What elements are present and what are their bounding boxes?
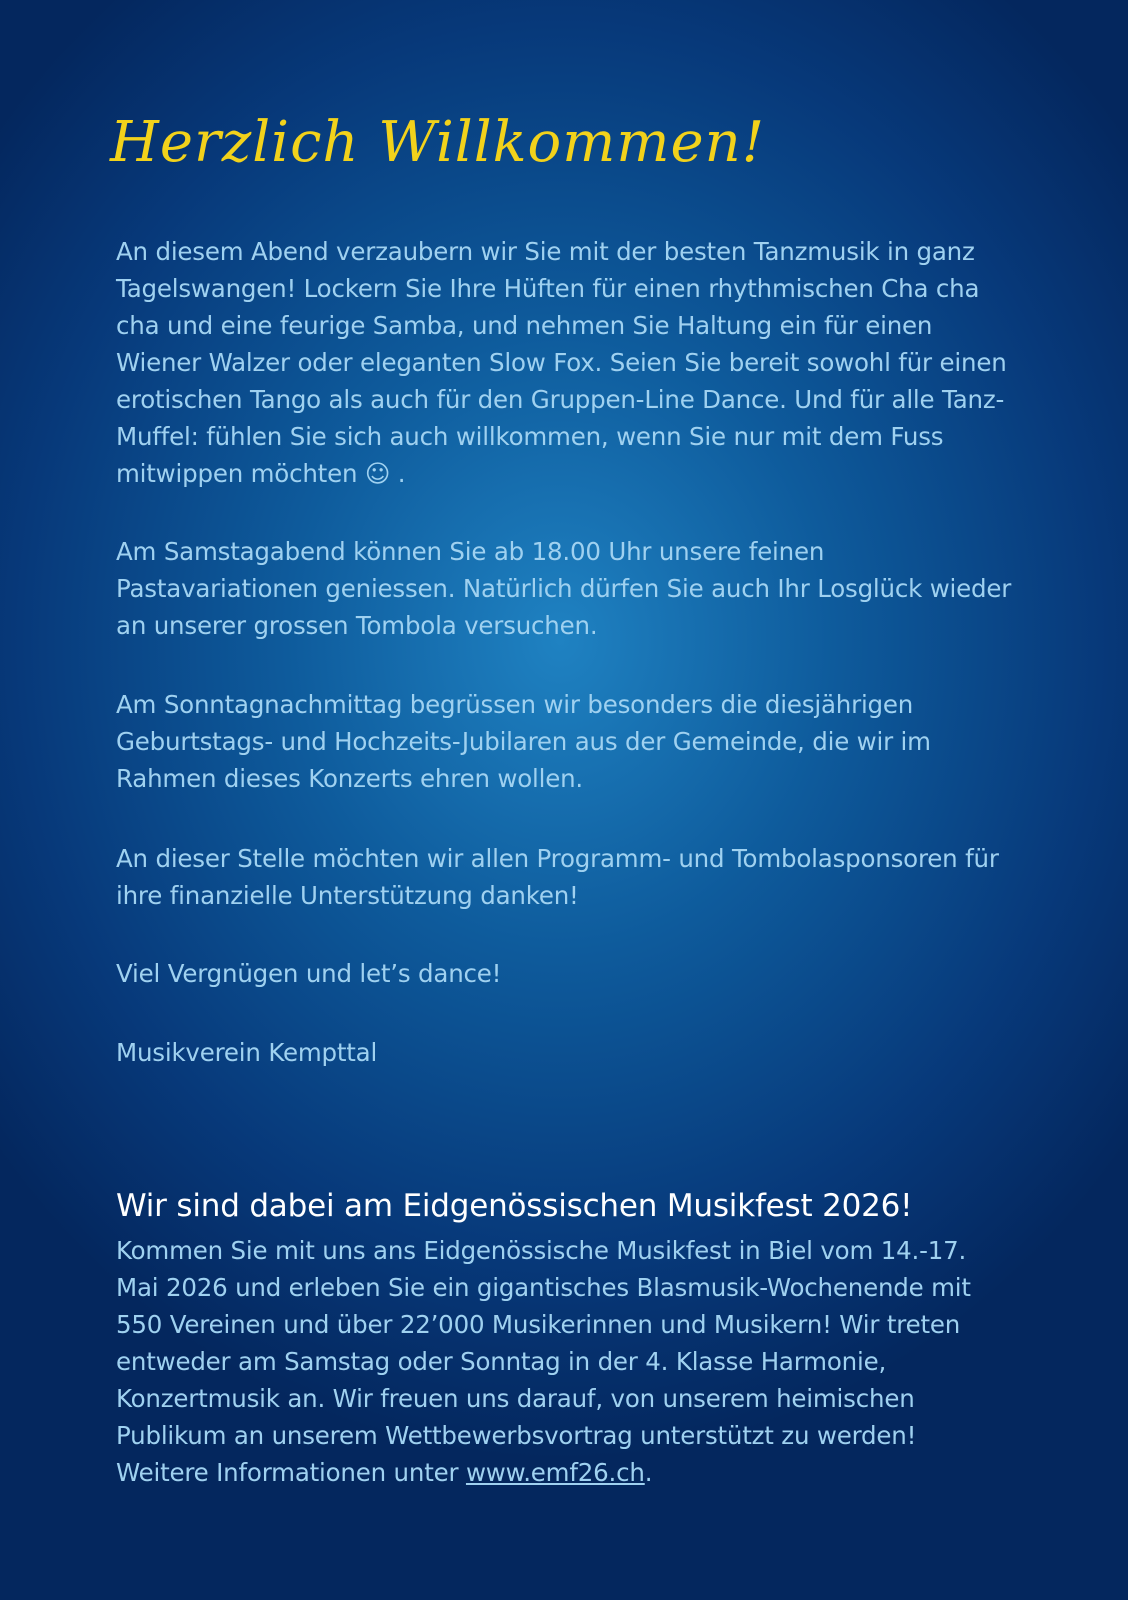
saturday-paragraph: Am Samstagabend können Sie ab 18.00 Uhr unsere feinen Pastavariationen geniessen. Natürlich dürfen Sie auch Ihr Losglück wieder an unserer grossen Tombola versuchen. xyxy=(116,537,1012,640)
signature: Musikverein Kempttal xyxy=(116,1038,378,1067)
sponsors-paragraph: An dieser Stelle möchten wir allen Programm- und Tombolasponsoren für ihre finanzielle Unterstützung danken! xyxy=(116,844,999,910)
emf-end-punctuation: . xyxy=(644,1458,653,1487)
emf-paragraph xyxy=(116,1232,1016,1491)
intro-paragraph: An diesem Abend verzaubern wir Sie mit der besten Tanzmusik in ganz Tagelswangen! Lockern Sie Ihre Hüften für einen rhythmischen Cha cha cha und eine feurige Samba, und nehmen Sie Haltung ein für einen Wiener Walzer oder eleganten Slow Fox. Seien Sie bereit sowohl für einen erotischen Tango als auch für den Gruppen-Line Dance. Und für alle Tanz-Muffel: fühlen Sie sich auch willkommen, wenn Sie nur mit dem Fuss mitwippen möchten ☺ . xyxy=(116,237,1007,488)
closing-line: Viel Vergnügen und let’s dance! xyxy=(116,959,502,988)
sunday-paragraph: Am Sonntagnachmittag begrüssen wir besonders die diesjährigen Geburtstags- und Hochzeits-Jubilaren aus der Gemeinde, die wir im Rahmen dieses Konzerts ehren wollen. xyxy=(116,690,931,793)
emf-website-link[interactable]: www.emf26.ch xyxy=(465,1458,645,1487)
emf-heading: Wir sind dabei am Eidgenössischen Musikfest 2026! xyxy=(116,1188,913,1224)
emf-body-text: Kommen Sie mit uns ans Eidgenössische Musikfest in Biel vom 14.-17. Mai 2026 und erleben Sie ein gigantisches Blasmusik-Wochenende mit 550 Vereinen und über 22’000 Musikerinnen und Musikern! Wir treten entweder am Samstag oder Sonntag in der 4. Klasse Harmonie, Konzertmusik an. Wir freuen uns darauf, von unserem heimischen Publikum an unserem Wettbewerbsvortrag unterstützt zu werden! Weitere Informationen unter xyxy=(116,1236,971,1487)
page-title: Herzlich Willkommen! xyxy=(110,110,766,175)
